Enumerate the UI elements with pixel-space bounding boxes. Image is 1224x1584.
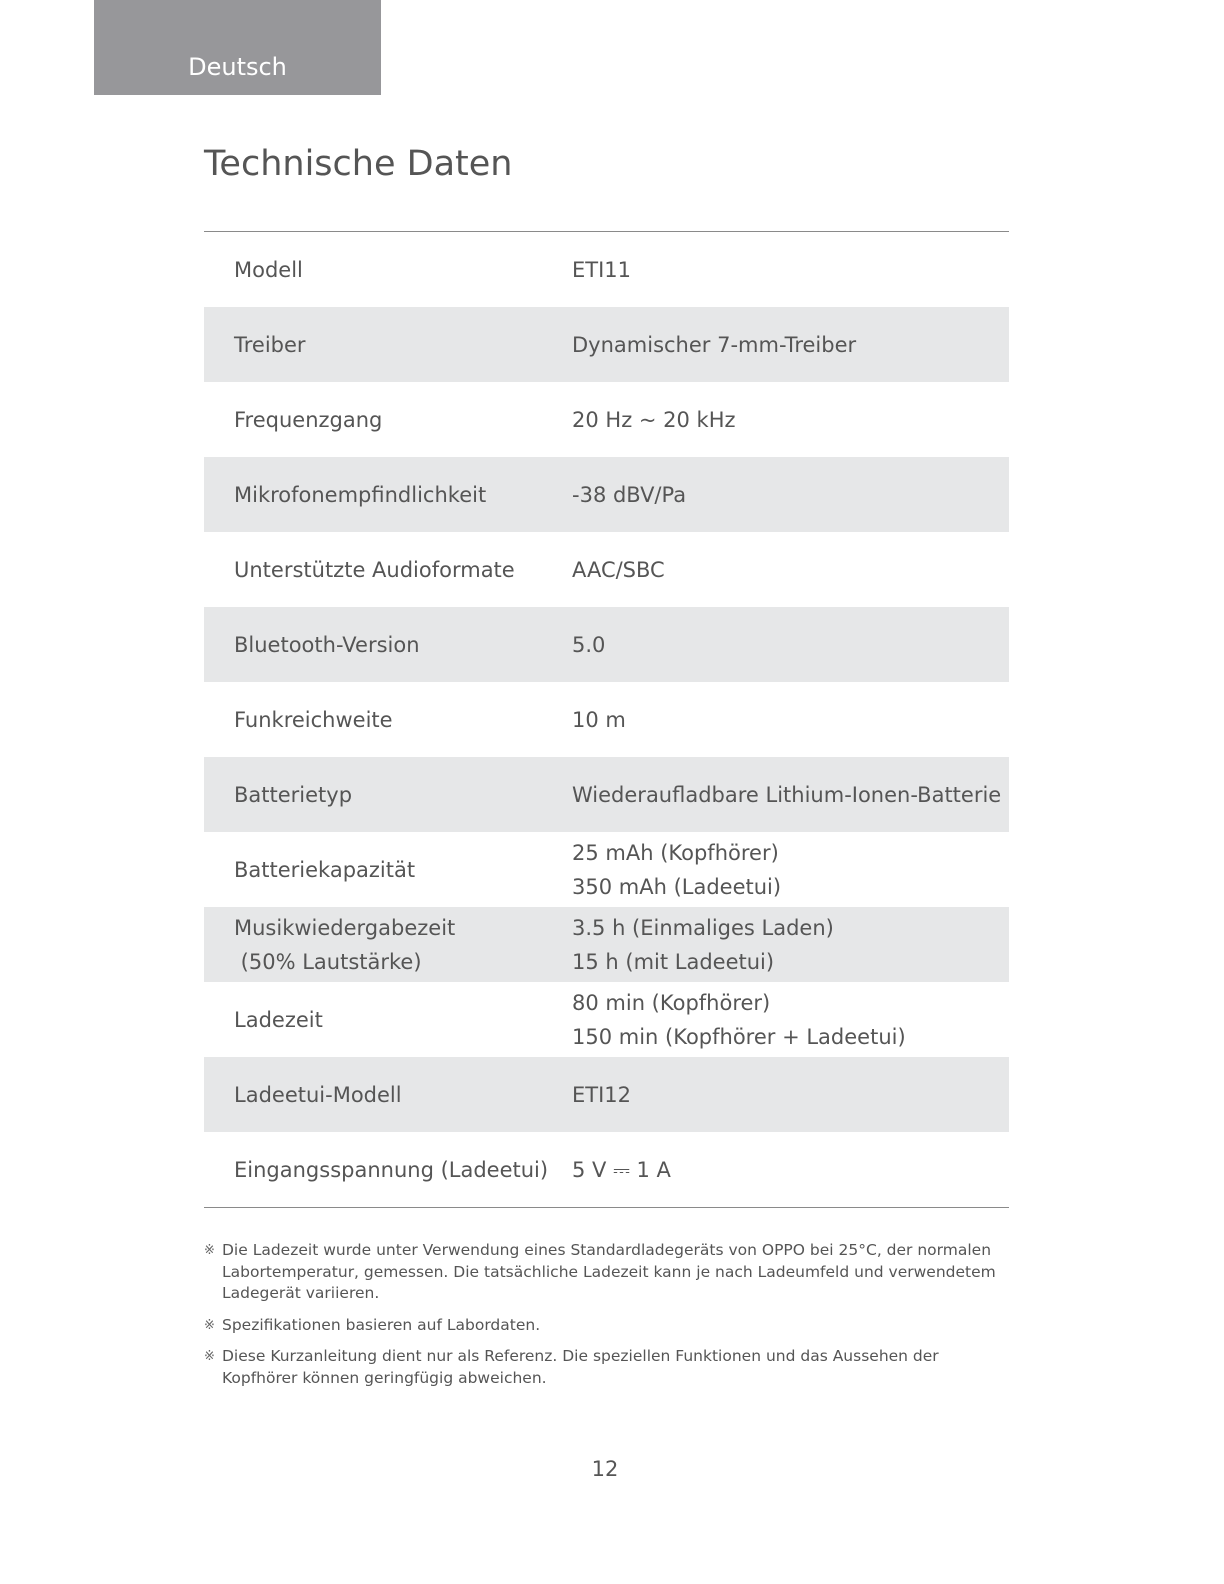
spec-label bbox=[204, 853, 572, 887]
spec-label bbox=[204, 778, 572, 812]
spec-row-musikwiedergabezeit bbox=[204, 907, 1009, 982]
spec-value bbox=[572, 1078, 1009, 1112]
spec-label-line: Eingangsspannung (Ladeetui) bbox=[234, 1157, 549, 1182]
spec-value bbox=[572, 403, 1009, 437]
spec-label bbox=[204, 703, 572, 737]
spec-value-line: 5.0 bbox=[572, 632, 606, 657]
language-tab bbox=[94, 0, 381, 95]
spec-table bbox=[204, 231, 1009, 1208]
spec-value-line: 15 h (mit Ladeetui) bbox=[572, 949, 775, 974]
spec-label-line: Bluetooth-Version bbox=[234, 632, 420, 657]
spec-row-mikrofonempfindlichkeit bbox=[204, 457, 1009, 532]
spec-value-line: 25 mAh (Kopfhörer) bbox=[572, 840, 779, 865]
spec-value bbox=[572, 1153, 1009, 1187]
spec-label-line: Mikrofonempfindlichkeit bbox=[234, 482, 487, 507]
spec-value-line: ETI11 bbox=[572, 257, 632, 282]
spec-label bbox=[204, 1078, 572, 1112]
spec-row-modell bbox=[204, 232, 1009, 307]
footnote-text: Spezifikationen basieren auf Labordaten. bbox=[222, 1315, 541, 1334]
spec-label-line: Funkreichweite bbox=[234, 707, 393, 732]
spec-label bbox=[204, 328, 572, 362]
spec-value-line: ETI12 bbox=[572, 1082, 632, 1107]
spec-value-line: AAC/SBC bbox=[572, 557, 665, 582]
footnotes bbox=[204, 1240, 1004, 1399]
spec-label bbox=[204, 253, 572, 287]
spec-value-line: 10 m bbox=[572, 707, 626, 732]
footnote bbox=[204, 1315, 1004, 1337]
spec-value-line: Dynamischer 7-mm-Treiber bbox=[572, 332, 857, 357]
language-tab-label: Deutsch bbox=[188, 53, 287, 81]
spec-label-line: Treiber bbox=[234, 332, 306, 357]
spec-row-ladeetui-modell bbox=[204, 1057, 1009, 1132]
footnote bbox=[204, 1240, 1004, 1305]
spec-value-line: 5 V ⎓ 1 A bbox=[572, 1157, 671, 1182]
footnote bbox=[204, 1346, 1004, 1389]
spec-value bbox=[572, 703, 1009, 737]
spec-label-line: Unterstützte Audioformate bbox=[234, 557, 515, 582]
spec-value-line: 20 Hz ~ 20 kHz bbox=[572, 407, 736, 432]
footnote-text: Diese Kurzanleitung dient nur als Referenz. Die speziellen Funktionen und das Aussehen der Kopfhörer können geringfügig abweichen. bbox=[222, 1347, 939, 1387]
spec-label bbox=[204, 478, 572, 512]
spec-label-line: Frequenzgang bbox=[234, 407, 383, 432]
spec-value bbox=[572, 911, 1009, 979]
spec-value-line: 350 mAh (Ladeetui) bbox=[572, 874, 782, 899]
spec-value-line: Wiederaufladbare Lithium-Ionen-Batterie bbox=[572, 782, 1002, 807]
spec-label bbox=[204, 1153, 572, 1187]
page-title: Technische Daten bbox=[204, 144, 513, 184]
spec-label-line: Musikwiedergabezeit bbox=[234, 915, 456, 940]
spec-value bbox=[572, 986, 1009, 1054]
spec-value bbox=[572, 478, 1009, 512]
spec-label-line: Batterietyp bbox=[234, 782, 353, 807]
spec-value bbox=[572, 628, 1009, 662]
note-mark-icon: ※ bbox=[204, 1349, 215, 1364]
note-mark-icon: ※ bbox=[204, 1317, 215, 1333]
spec-row-bluetooth-version bbox=[204, 607, 1009, 682]
spec-value bbox=[572, 328, 1009, 362]
spec-value-line: 80 min (Kopfhörer) bbox=[572, 990, 771, 1015]
spec-row-batteriekapazitaet bbox=[204, 832, 1009, 907]
spec-row-frequenzgang bbox=[204, 382, 1009, 457]
spec-label-line: (50% Lautstärke) bbox=[234, 949, 422, 974]
footnote-text: Die Ladezeit wurde unter Verwendung eines Standardladegeräts von OPPO bei 25°C, der normalen Labortemperatur, gemessen. Die tatsächliche Ladezeit kann je nach Ladeumfeld und verwendetem Ladegerät variieren. bbox=[222, 1241, 996, 1302]
spec-label-line: Ladezeit bbox=[234, 1007, 323, 1032]
spec-value bbox=[572, 253, 1009, 287]
spec-row-funkreichweite bbox=[204, 682, 1009, 757]
note-mark-icon: ※ bbox=[204, 1243, 215, 1258]
spec-value bbox=[572, 553, 1009, 587]
spec-value-line: 3.5 h (Einmaliges Laden) bbox=[572, 915, 834, 940]
spec-row-treiber bbox=[204, 307, 1009, 382]
spec-value bbox=[572, 778, 1009, 812]
spec-row-eingangsspannung bbox=[204, 1132, 1009, 1207]
spec-label bbox=[204, 911, 572, 979]
spec-value-line: 150 min (Kopfhörer + Ladeetui) bbox=[572, 1024, 906, 1049]
spec-label bbox=[204, 1003, 572, 1037]
spec-label bbox=[204, 403, 572, 437]
spec-row-ladezeit bbox=[204, 982, 1009, 1057]
page-number: 12 bbox=[591, 1457, 619, 1481]
spec-label bbox=[204, 553, 572, 587]
spec-label-line: Ladeetui-Modell bbox=[234, 1082, 402, 1107]
spec-label-line: Batteriekapazität bbox=[234, 857, 416, 882]
spec-label bbox=[204, 628, 572, 662]
spec-value-line: -38 dBV/Pa bbox=[572, 482, 687, 507]
spec-row-batterietyp bbox=[204, 757, 1009, 832]
spec-value bbox=[572, 836, 1009, 904]
spec-row-audioformate bbox=[204, 532, 1009, 607]
spec-label-line: Modell bbox=[234, 257, 303, 282]
